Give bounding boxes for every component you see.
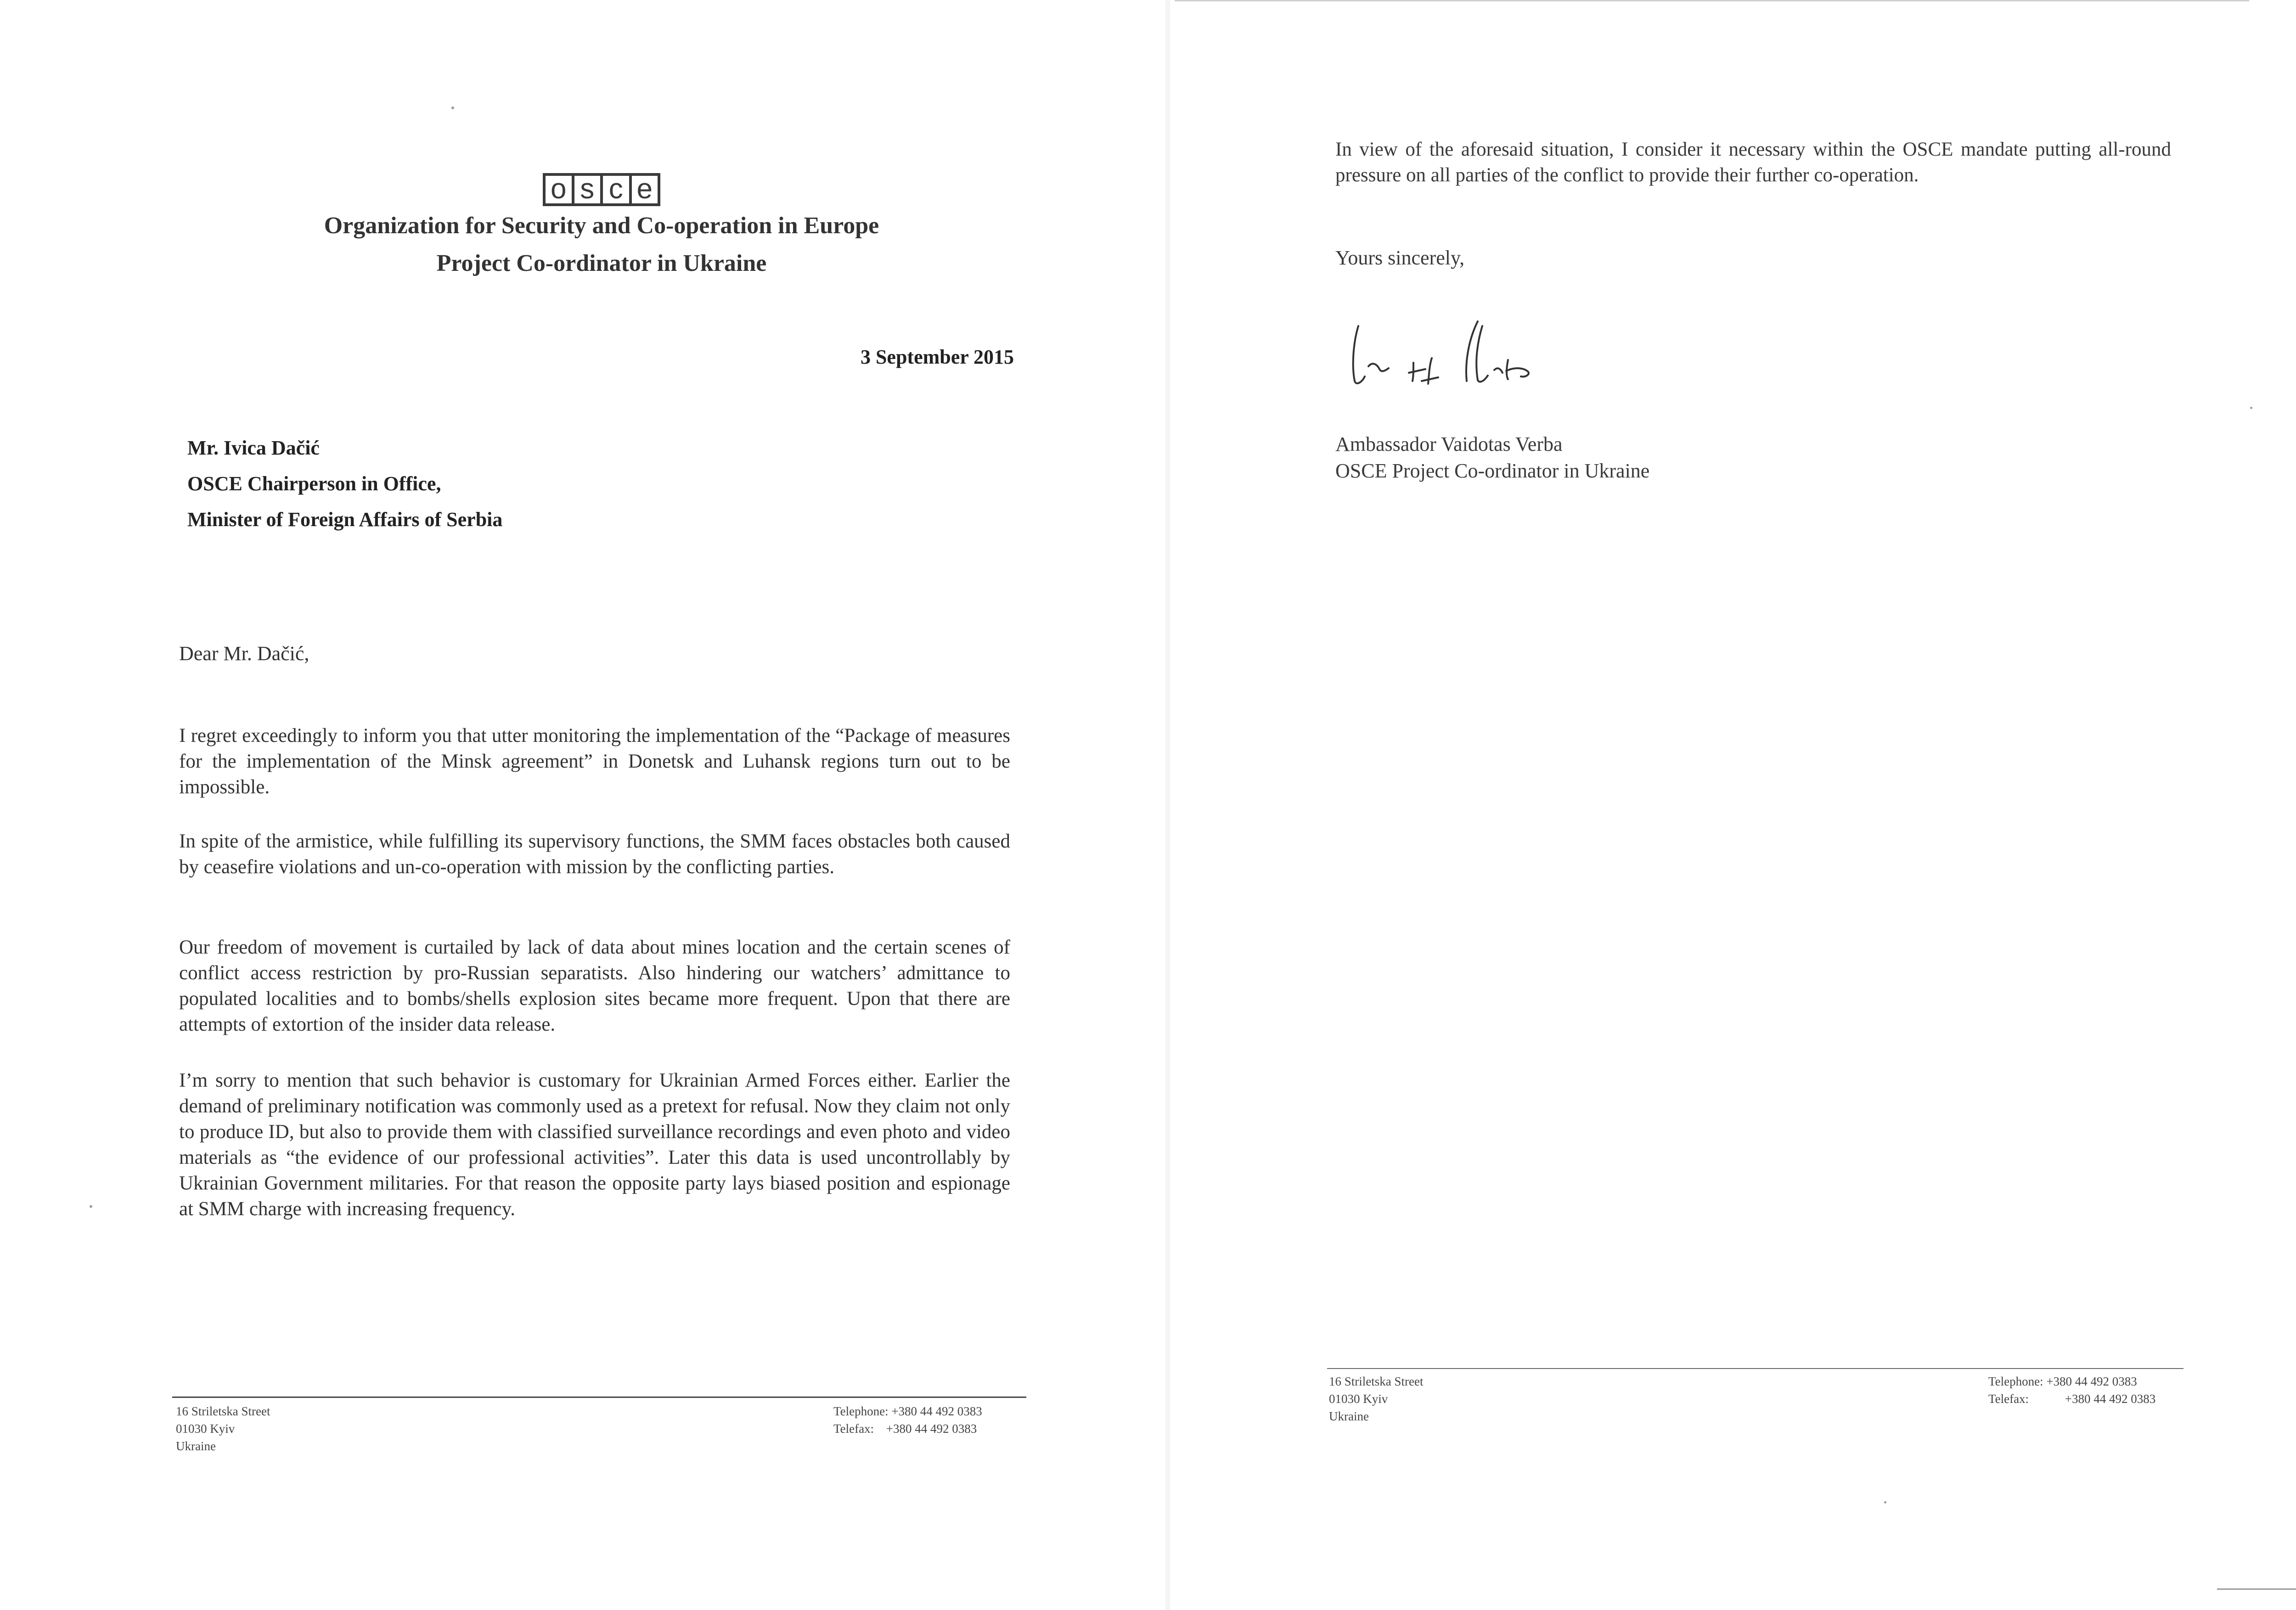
footer-city: 01030 Kyiv — [176, 1422, 235, 1436]
page-top-edge — [1175, 0, 2249, 1]
footer-telephone-line — [833, 1402, 982, 1420]
footer-telefax-label: Telefax: — [833, 1422, 874, 1436]
body-paragraph-3: Our freedom of movement is curtailed by lack of data about mines location and the certain scenes of conflict access restriction by pro-Russian separatists. Also hindering our watchers’ admittance to populated localities and to bombs/shells explosion sites became more frequent. Upon that there are attempts of extortion of the insider data release. — [179, 937, 1010, 1035]
footer-telephone-line — [1988, 1373, 2155, 1390]
salutation: Dear Mr. Dačić, — [179, 642, 310, 665]
footer-street: 16 Striletska Street — [176, 1404, 270, 1418]
body-paragraph-2: In spite of the armistice, while fulfilling its supervisory functions, the SMM faces obstacles both caused by ceasefire violations and un-co-operation with mission by the conflicting parties. — [179, 830, 1010, 878]
scan-speck — [90, 1205, 92, 1208]
body-paragraph-1: I regret exceedingly to inform you that utter monitoring the implementation of the “Package of measures for the implementation of the Minsk agreement” in Donetsk and Luhansk regions turn out to be impossible. — [179, 725, 1010, 798]
logo-letter: s — [574, 176, 601, 203]
body-paragraph-5: In view of the aforesaid situation, I consider it necessary within the OSCE mandate putting all-round pressure on all parties of the conflict to provide their further co-operation. — [1335, 139, 2171, 186]
footer-street: 16 Striletska Street — [1329, 1374, 1424, 1388]
footer-telefax: +380 44 492 0383 — [2065, 1392, 2156, 1406]
scan-speck — [451, 107, 454, 109]
signature-image — [1345, 312, 1583, 404]
osce-logo — [543, 173, 660, 206]
letter-date: 3 September 2015 — [860, 346, 1014, 368]
body-paragraph-4: I’m sorry to mention that such behavior is customary for Ukrainian Armed Forces either. Earlier the demand of preliminary notification was commonly used as a pretext for refusal. Now they claim not only to produce ID, but also to provide them with classified surveillance recordings and even photo and video materials as “the evidence of our professional activities”. Later this data is used uncontrollably by Ukrainian Government militaries. For that reason the opposite party lays biased position and espionage at SMM charge with increasing frequency. — [179, 1070, 1010, 1220]
footer-telefax-line — [833, 1420, 982, 1437]
scan-speck — [2250, 407, 2252, 409]
footer-telephone: +380 44 492 0383 — [2046, 1374, 2137, 1388]
footer-rule — [172, 1397, 1026, 1398]
logo-letter: e — [632, 176, 658, 203]
footer-address — [176, 1402, 270, 1455]
footer-telephone: +380 44 492 0383 — [891, 1404, 982, 1418]
footer-telephone-label: Telephone: — [833, 1404, 889, 1418]
footer-contact — [833, 1402, 982, 1437]
footer-rule — [1327, 1368, 2183, 1369]
footer-telefax: +380 44 492 0383 — [886, 1422, 977, 1436]
office-name: Project Co-ordinator in Ukraine — [436, 250, 767, 276]
footer-country: Ukraine — [1329, 1409, 1369, 1423]
footer-city: 01030 Kyiv — [1329, 1392, 1388, 1406]
recipient-name: Mr. Ivica Dačić — [187, 437, 320, 459]
footer-country: Ukraine — [176, 1439, 216, 1453]
signer-name: Ambassador Vaidotas Verba — [1335, 433, 1563, 455]
organization-name: Organization for Security and Co-operation in Europe — [324, 213, 879, 239]
footer-telefax-line — [1988, 1390, 2155, 1408]
logo-letter: c — [603, 176, 629, 203]
signer-title: OSCE Project Co-ordinator in Ukraine — [1335, 460, 1650, 482]
footer-address — [1329, 1373, 1423, 1425]
scan-edge-mark — [2217, 1588, 2296, 1590]
recipient-title: OSCE Chairperson in Office, — [187, 472, 441, 495]
scan-speck — [1884, 1501, 1886, 1503]
letter-page-2 — [1170, 0, 2296, 1610]
logo-letter: o — [546, 176, 572, 203]
footer-telefax-label: Telefax: — [1988, 1392, 2029, 1406]
footer-telephone-label: Telephone: — [1988, 1374, 2043, 1388]
closing: Yours sincerely, — [1335, 247, 1465, 269]
footer-contact — [1988, 1373, 2155, 1408]
recipient-ministry: Minister of Foreign Affairs of Serbia — [187, 508, 503, 531]
